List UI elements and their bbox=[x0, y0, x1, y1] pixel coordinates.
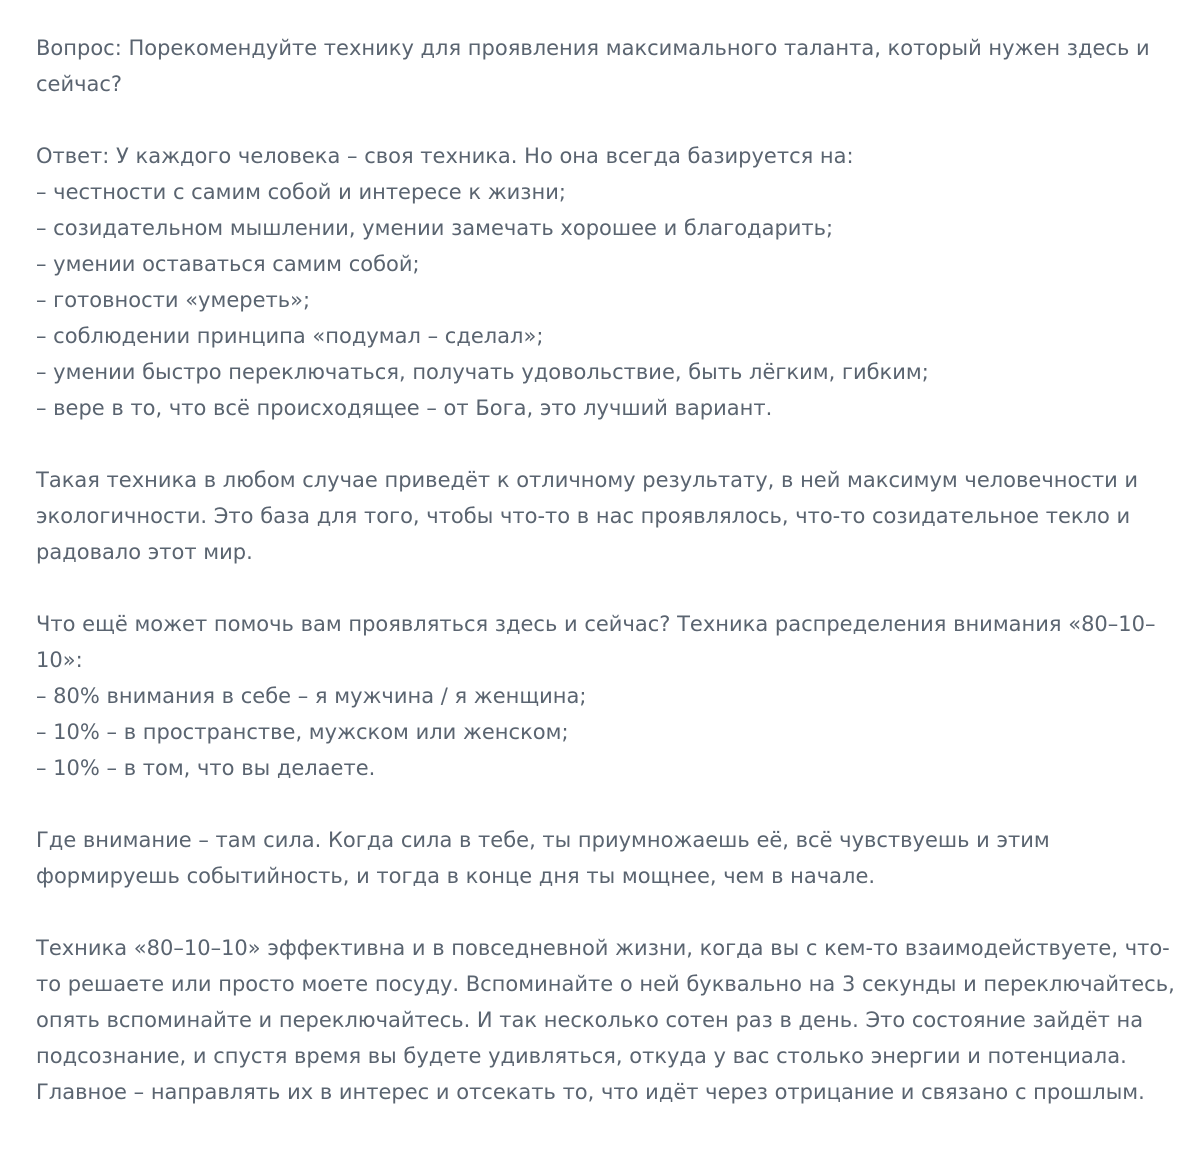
article-body bbox=[36, 30, 1176, 1146]
list-item: – умении оставаться самим собой; bbox=[36, 252, 420, 276]
list-item: – 10% – в том, что вы делаете. bbox=[36, 756, 376, 780]
list-item: – 10% – в пространстве, мужском или женском; bbox=[36, 720, 569, 744]
list-item: – вере в то, что всё происходящее – от Бога, это лучший вариант. bbox=[36, 396, 773, 420]
answer-intro: Ответ: У каждого человека – своя техника. Но она всегда базируется на: bbox=[36, 144, 854, 168]
answer-paragraph bbox=[36, 138, 1176, 426]
technique-paragraph bbox=[36, 606, 1176, 786]
list-item: – умении быстро переключаться, получать удовольствие, быть лёгким, гибким; bbox=[36, 360, 929, 384]
list-item: – созидательном мышлении, умении замечать хорошее и благодарить; bbox=[36, 216, 834, 240]
power-paragraph: Где внимание – там сила. Когда сила в тебе, ты приумножаешь её, всё чувствуешь и этим формируешь событийность, и тогда в конце дня ты мощнее, чем в начале. bbox=[36, 828, 1050, 888]
list-item: – честности с самим собой и интересе к жизни; bbox=[36, 180, 566, 204]
result-paragraph: Такая техника в любом случае приведёт к отличному результату, в ней максимум человечности и экологичности. Это база для того, чтобы что-то в нас проявлялось, что-то созидательное текло и радовало этот мир. bbox=[36, 468, 1139, 564]
question-paragraph: Вопрос: Порекомендуйте технику для проявления максимального таланта, который нужен здесь и сейчас? bbox=[36, 36, 1150, 96]
list-item: – соблюдении принципа «подумал – сделал»; bbox=[36, 324, 544, 348]
list-item: – 80% внимания в себе – я мужчина / я женщина; bbox=[36, 684, 587, 708]
technique-intro: Что ещё может помочь вам проявляться здесь и сейчас? Техника распределения внимания «80–10–10»: bbox=[36, 612, 1156, 672]
daily-paragraph: Техника «80–10–10» эффективна и в повседневной жизни, когда вы с кем-то взаимодействуете, что-то решаете или просто моете посуду. Вспоминайте о ней буквально на 3 секунды и переключайтесь, опять вспоминайте и переключайтесь. И так несколько сотен раз в день. Это состояние зайдёт на подсознание, и спустя время вы будете удивляться, откуда у вас столько энергии и потенциала. Главное – направлять их в интерес и отсекать то, что идёт через отрицание и связано с прошлым. bbox=[36, 936, 1175, 1104]
list-item: – готовности «умереть»; bbox=[36, 288, 311, 312]
